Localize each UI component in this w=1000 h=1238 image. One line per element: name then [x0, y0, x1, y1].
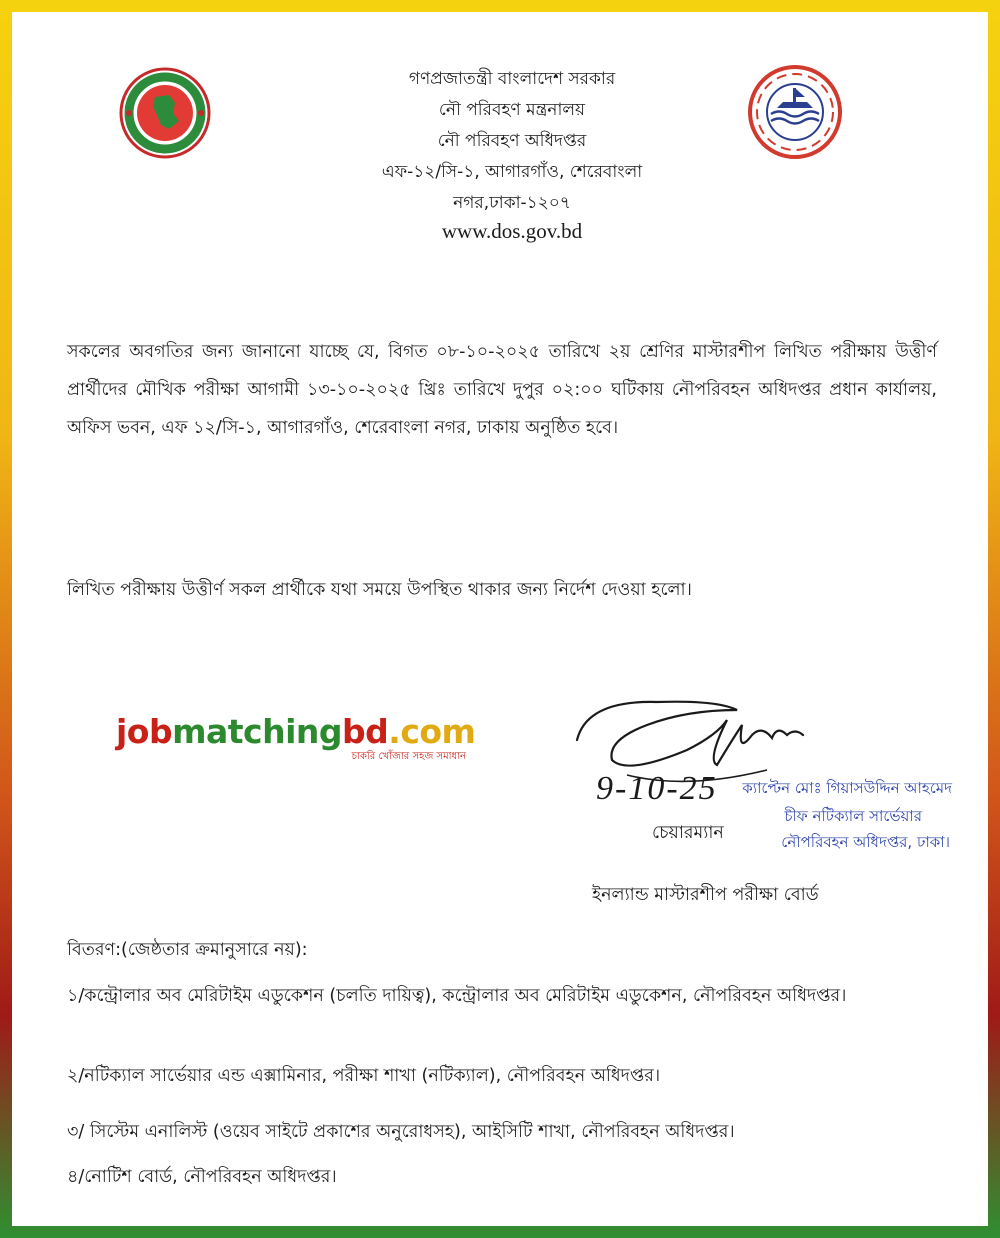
- watermark-logo: [116, 712, 476, 766]
- officer-name: ক্যাপ্টেন মোঃ গিয়াসউদ্দিন আহমেদ: [742, 779, 952, 797]
- watermark-part-com: .com: [388, 712, 476, 751]
- distribution-item-2: ২/নটিক্যাল সার্ভেয়ার এন্ড এক্সামিনার, পরীক্ষা শাখা (নটিক্যাল), নৌপরিবহন অধিদপ্তর।: [67, 1066, 661, 1086]
- notice-paragraph-1: সকলের অবগতির জন্য জানানো যাচ্ছে যে, বিগত ০৮-১০-২০২৫ তারিখে ২য় শ্রেণির মাস্টারশীপ লিখিত পরীক্ষায় উত্তীর্ণ প্রার্থীদের মৌখিক পরীক্ষা আগামী ১৩-১০-২০২৫ খ্রিঃ তারিখে দুপুর ০২:০০ ঘটিকায় নৌপরিবহন অধিদপ্তর প্রধান কার্যালয়, অফিস ভবন, এফ ১২/সি-১, আগারগাঁও, শেরেবাংলা নগর, ঢাকায় অনুষ্ঠিত হবে।: [67, 342, 937, 438]
- department-name: নৌ পরিবহণ অধিদপ্তর: [437, 131, 587, 151]
- government-name: গণপ্রজাতন্ত্রী বাংলাদেশ সরকার: [408, 69, 616, 89]
- watermark-brand: [116, 712, 476, 751]
- address-line-2: নগর,ঢাকা-১২০৭: [453, 193, 571, 213]
- distribution-item-4: ৪/নোটিশ বোর্ড, নৌপরিবহন অধিদপ্তর।: [67, 1167, 337, 1187]
- watermark-part-job: job: [116, 712, 173, 751]
- distribution-item-3: ৩/ সিস্টেম এনালিস্ট (ওয়েব সাইটে প্রকাশের অনুরোধসহ), আইসিটি শাখা, নৌপরিবহন অধিদপ্তর।: [67, 1122, 735, 1142]
- website-link[interactable]: www.dos.gov.bd: [441, 219, 583, 243]
- notice-document: [12, 12, 988, 1226]
- distribution-heading: বিতরণ:(জেষ্ঠতার ক্রমানুসারে নয়):: [67, 940, 308, 960]
- address-line-1: এফ-১২/সি-১, আগারগাঁও, শেরেবাংলা: [381, 162, 643, 182]
- chairman-designation: চেয়ারম্যান: [652, 823, 724, 843]
- department-of-shipping-emblem-icon: [747, 64, 843, 160]
- board-name: ইনল্যান্ড মাস্টারশীপ পরীক্ষা বোর্ড: [592, 885, 819, 905]
- officer-title: চীফ নটিক্যাল সার্ভেয়ার: [784, 807, 922, 825]
- notice-paragraph-2: লিখিত পরীক্ষায় উত্তীর্ণ সকল প্রার্থীকে যথা সময়ে উপস্থিত থাকার জন্য নির্দেশ দেওয়া হলো।: [67, 580, 692, 600]
- bangladesh-government-seal-icon: [119, 67, 211, 159]
- ministry-name: নৌ পরিবহণ মন্ত্রনালয়: [438, 100, 586, 120]
- watermark-part-matching: matching: [172, 712, 343, 751]
- watermark-tagline: চাকরি খোঁজার সহজ সমাধান: [351, 751, 466, 762]
- officer-office: নৌপরিবহন অধিদপ্তর, ঢাকা।: [781, 833, 950, 851]
- watermark-part-bd: bd: [342, 712, 389, 751]
- signature-date: 9-10-25: [596, 770, 718, 807]
- distribution-item-1: ১/কন্ট্রোলার অব মেরিটাইম এডুকেশন (চলতি দায়িত্ব), কন্ট্রোলার অব মেরিটাইম এডুকেশন, নৌপরিবহন অধিদপ্তর।: [67, 986, 847, 1006]
